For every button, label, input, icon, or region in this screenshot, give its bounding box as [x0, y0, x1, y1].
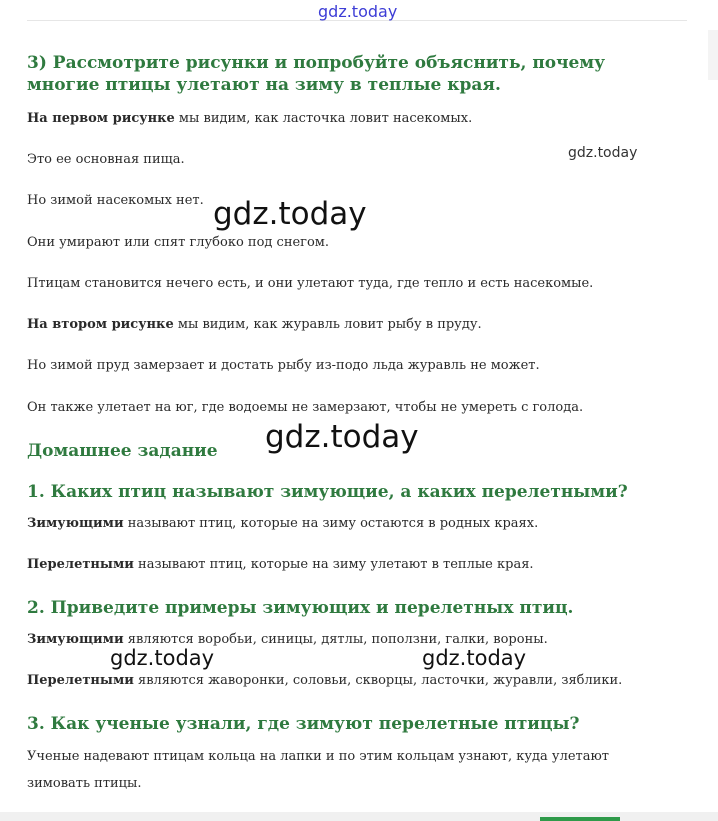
watermark: gdz.today: [568, 145, 638, 161]
section3-heading: [27, 52, 605, 96]
paragraph: Птицам становится нечего есть, и они улетают туда, где тепло и есть насекомые.: [27, 276, 594, 291]
question-2: 2. Приведите примеры зимующих и перелетных птиц.: [27, 598, 574, 618]
paragraph: [27, 672, 622, 689]
paragraph: зимовать птицы.: [27, 776, 142, 791]
paragraph: [27, 515, 538, 532]
paragraph-text: называют птиц, которые на зиму остаются в родных краях.: [123, 516, 539, 531]
paragraph: [27, 316, 482, 333]
paragraph-bold: Зимующими: [27, 516, 124, 531]
watermark: gdz.today: [265, 419, 419, 455]
paragraph: Это ее основная пища.: [27, 152, 185, 167]
paragraph-bold: Перелетными: [27, 557, 134, 572]
paragraph-text: являются жаворонки, соловьи, скворцы, ласточки, журавли, зяблики.: [133, 673, 623, 688]
paragraph: Ученые надевают птицам кольца на лапки и по этим кольцам узнают, куда улетают: [27, 749, 609, 764]
watermark: gdz.today: [422, 646, 527, 670]
paragraph-text: называют птиц, которые на зиму улетают в теплые края.: [133, 557, 534, 572]
paragraph-text: мы видим, как журавль ловит рыбу в пруду.: [173, 317, 482, 332]
watermark: gdz.today: [213, 196, 367, 232]
paragraph-text: мы видим, как ласточка ловит насекомых.: [174, 111, 473, 126]
paragraph-bold: На первом рисунке: [27, 111, 175, 126]
paragraph: Они умирают или спят глубоко под снегом.: [27, 235, 330, 250]
paragraph: Но зимой насекомых нет.: [27, 193, 204, 208]
watermark-top: gdz.today: [318, 2, 398, 21]
section3-heading-line1: 3) Рассмотрите рисунки и попробуйте объяснить, почему: [27, 53, 606, 73]
homework-title: Домашнее задание: [27, 441, 218, 461]
question-3: 3. Как ученые узнали, где зимуют перелетные птицы?: [27, 714, 580, 734]
paragraph-bold: Зимующими: [27, 632, 124, 647]
paragraph-text: являются воробьи, синицы, дятлы, поползни, галки, вороны.: [123, 632, 548, 647]
paragraph: Он также улетает на юг, где водоемы не замерзают, чтобы не умереть с голода.: [27, 400, 584, 415]
watermark: gdz.today: [110, 646, 215, 670]
bottom-accent: [540, 817, 620, 821]
paragraph: [27, 556, 534, 573]
question-1: 1. Каких птиц называют зимующие, а каких перелетными?: [27, 482, 628, 502]
section3-heading-line2: многие птицы улетают на зиму в теплые края.: [27, 75, 501, 95]
paragraph-bold: На втором рисунке: [27, 317, 174, 332]
paragraph: Но зимой пруд замерзает и достать рыбу из-подо льда журавль не может.: [27, 358, 540, 373]
paragraph-bold: Перелетными: [27, 673, 134, 688]
right-edge-shadow: [708, 30, 718, 80]
paragraph: [27, 110, 472, 127]
